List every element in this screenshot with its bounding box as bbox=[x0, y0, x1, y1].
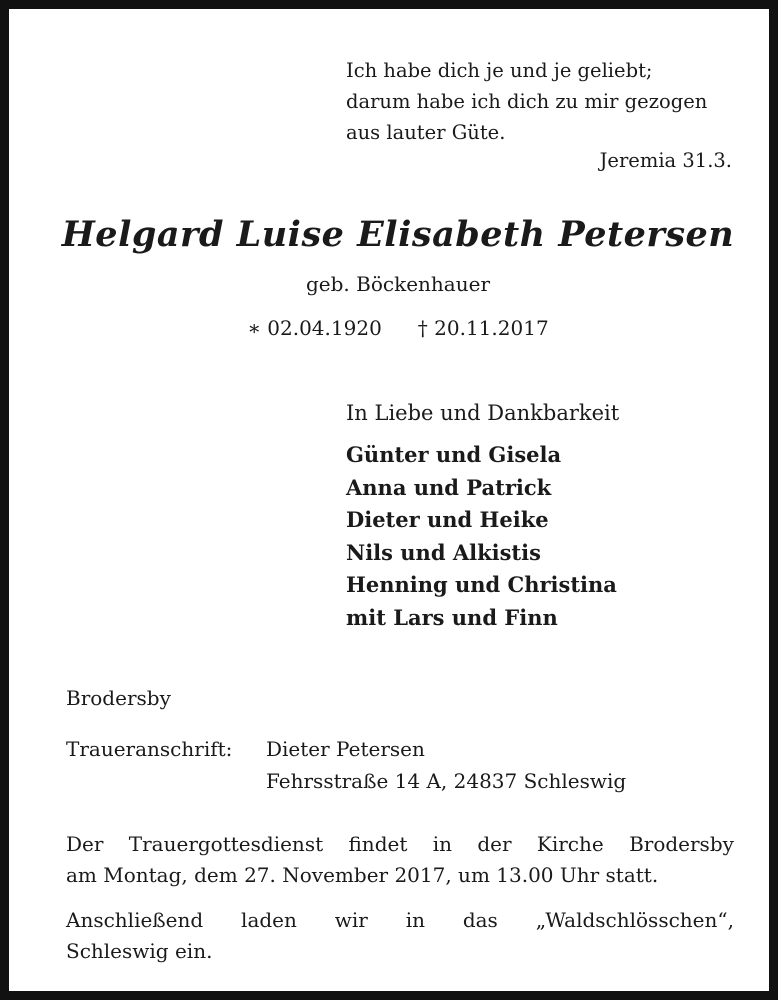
word: laden bbox=[241, 908, 297, 932]
address-label: Traueranschrift: bbox=[66, 737, 233, 761]
bible-verse bbox=[346, 55, 736, 148]
word: „Waldschlösschen“, bbox=[535, 908, 734, 932]
place-name: Brodersby bbox=[66, 686, 171, 710]
maiden-name: geb. Böckenhauer bbox=[305, 272, 490, 296]
reception-line-1 bbox=[66, 905, 734, 936]
mourner-name: Dieter und Heike bbox=[346, 507, 549, 532]
service-line-1 bbox=[66, 829, 734, 860]
mourner-name: Henning und Christina bbox=[346, 572, 617, 597]
word: Anschließend bbox=[66, 908, 204, 932]
reception-line-2: Schleswig ein. bbox=[66, 939, 213, 963]
word: Der bbox=[66, 832, 104, 856]
address-name: Dieter Petersen bbox=[266, 737, 425, 761]
dedication: In Liebe und Dankbarkeit bbox=[346, 401, 620, 425]
service-paragraph bbox=[66, 829, 734, 891]
mourners-list bbox=[346, 439, 617, 634]
life-dates bbox=[9, 316, 778, 340]
word: in bbox=[405, 908, 425, 932]
verse-line: darum habe ich dich zu mir gezogen bbox=[346, 90, 708, 113]
word: in bbox=[432, 832, 452, 856]
word: findet bbox=[348, 832, 408, 856]
birth-date: ∗ 02.04.1920 bbox=[247, 316, 382, 340]
verse-line: aus lauter Güte. bbox=[346, 121, 506, 144]
mourner-name: Nils und Alkistis bbox=[346, 539, 541, 565]
death-date: † 20.11.2017 bbox=[417, 316, 549, 340]
word: Trauergottesdienst bbox=[128, 832, 324, 856]
mourner-name: mit Lars und Finn bbox=[346, 604, 558, 630]
address-street: Fehrsstraße 14 A, 24837 Schleswig bbox=[266, 769, 627, 793]
mourner-name: Anna und Patrick bbox=[346, 474, 552, 500]
word: Kirche bbox=[536, 832, 604, 856]
verse-reference: Jeremia 31.3. bbox=[599, 149, 732, 172]
word: das bbox=[462, 908, 498, 932]
deceased-name: Helgard Luise Elisabeth Petersen bbox=[61, 214, 735, 255]
mourner-name: Günter und Gisela bbox=[346, 442, 562, 467]
word: wir bbox=[334, 908, 368, 932]
verse-line: Ich habe dich je und je geliebt; bbox=[346, 59, 653, 82]
word: der bbox=[477, 832, 512, 856]
word: Brodersby bbox=[629, 832, 734, 856]
service-line-2: am Montag, dem 27. November 2017, um 13.00 Uhr statt. bbox=[66, 863, 659, 887]
reception-paragraph bbox=[66, 905, 734, 967]
